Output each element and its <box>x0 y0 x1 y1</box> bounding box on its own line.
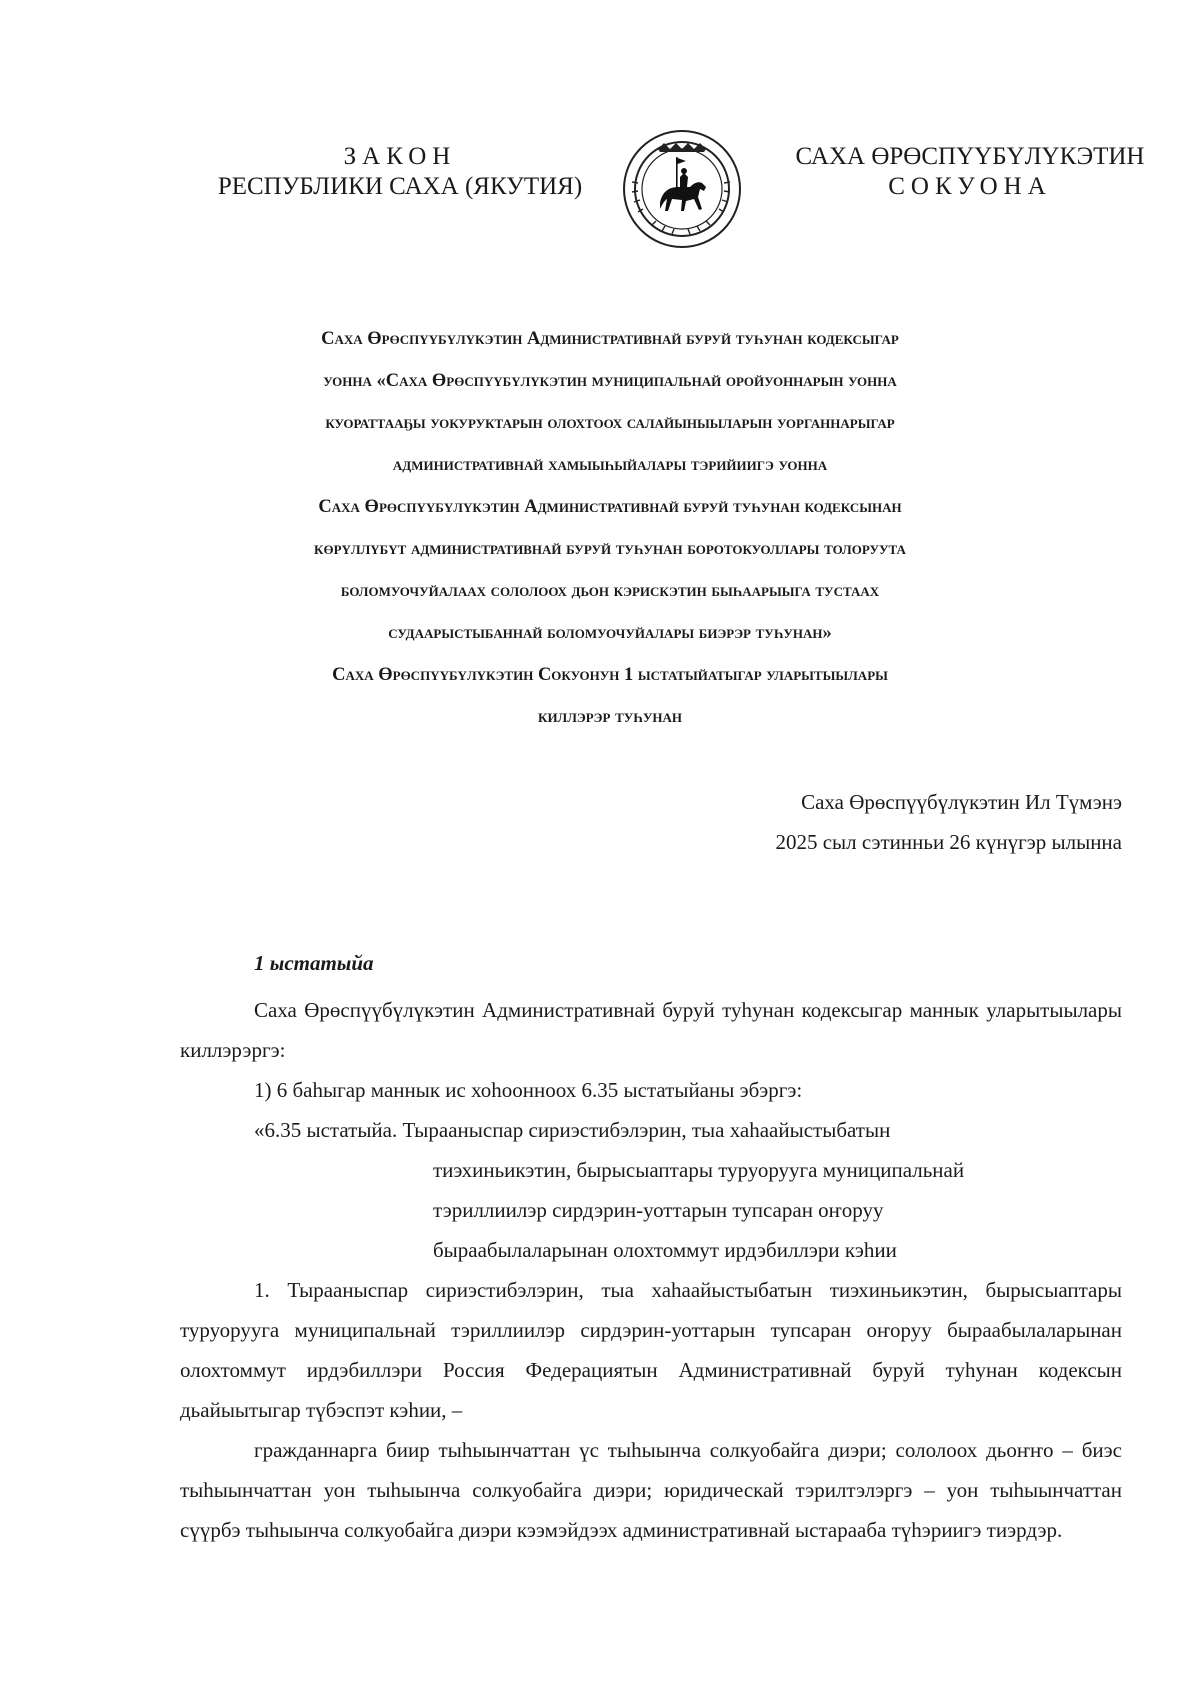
header-republic-sah: САХА ӨРӨСПҮҮБҮЛҮКЭТИН <box>795 143 1145 170</box>
header-law-label-sah: СОКУОНА <box>888 173 1052 200</box>
title-line: куораттааҕы уокуруктарын олохтоох салайыныыларын уорганнарыгар <box>325 413 895 433</box>
header-right-sah <box>780 142 1160 202</box>
article-body <box>180 990 1122 1550</box>
title-line: Саха Өрөспүүбүлүкэтин Сокуонун 1 ыстатыйатыгар уларытыылары <box>332 665 888 685</box>
title-line: судаарыстыбаннай боломуочуйалары биэрэр туһунан» <box>388 623 832 643</box>
header-law-label: ЗАКОН <box>343 143 457 170</box>
header-republic-ru: РЕСПУБЛИКИ САХА (ЯКУТИЯ) <box>217 173 583 200</box>
adoption-body: Саха Өрөспүүбүлүкэтин Ил Түмэнэ <box>801 790 1122 814</box>
article-title-line: тэриллиилэр сирдэрин-уоттарын тупсаран оҥоруу <box>433 1198 884 1222</box>
article-title-line: быраабылаларынан олохтоммут ирдэбиллэри кэһии <box>433 1238 897 1262</box>
title-line: административнай хамыыһыйалары тэрийиигэ уонна <box>392 455 828 475</box>
article-paragraph-2: гражданнарга биир тыһыынчаттан үс тыһыынча солкуобайга диэри; сололоох дьоҥҥо – биэс тыһыынчаттан уон тыһыынча солкуобайга диэри; юридическай тэрилтэлэргэ – уон тыһыынчаттан сүүрбэ тыһыынча солкуобайга диэри кээмэйдээх административнай ыстарааба түһэриигэ тиэрдэр. <box>180 1438 1122 1542</box>
article-item-1: 1) 6 баһыгар маннык ис хоһоонноох 6.35 ыстатыйаны эбэргэ: <box>254 1078 803 1102</box>
header-left-ru <box>200 142 600 202</box>
law-title <box>150 318 1070 738</box>
article-title-line: «6.35 ыстатыйа. Тырааныспар сириэстибэлэрин, тыа хаһаайыстыбатын <box>254 1118 891 1142</box>
adoption-date: 2025 сыл сэтинньи 26 күнүгэр ылынна <box>775 830 1122 854</box>
coat-of-arms-icon <box>620 127 744 251</box>
article-paragraph-1: 1. Тырааныспар сириэстибэлэрин, тыа хаһаайыстыбатын тиэхиньикэтин, бырысыаптары туруорууга муниципальнай тэриллиилэр сирдэрин-уоттарын тупсаран оҥоруу быраабылаларынан олохтоммут ирдэбиллэри Россия Федерациятын Административнай буруй туһунан кодексын дьайыытыгар түбэспэт кэһии, – <box>180 1278 1122 1422</box>
adoption-note <box>775 782 1122 862</box>
article-heading: 1 ыстатыйа <box>254 951 374 975</box>
title-line: уонна «Саха Өрөспүүбүлүкэтин муниципальнай оройуоннарын уонна <box>323 371 897 391</box>
title-line: киллэрэр туһунан <box>538 707 682 727</box>
title-line: көрүллүбүт административнай буруй туһунан боротокуоллары толоруута <box>314 539 906 559</box>
title-line: боломуочуйалаах сололоох дьон кэрискэтин быһаарыыга тустаах <box>340 581 880 601</box>
article-intro: Саха Өрөспүүбүлүкэтин Административнай буруй туһунан кодексыгар маннык уларытыылары киллэрэргэ: <box>180 998 1122 1062</box>
article-title-line: тиэхиньикэтин, бырысыаптары туруорууга муниципальнай <box>433 1158 965 1182</box>
title-line: Саха Өрөспүүбүлүкэтин Административнай буруй туһунан кодексынан <box>318 497 902 517</box>
title-line: Саха Өрөспүүбүлүкэтин Административнай буруй туһунан кодексыгар <box>321 329 899 349</box>
